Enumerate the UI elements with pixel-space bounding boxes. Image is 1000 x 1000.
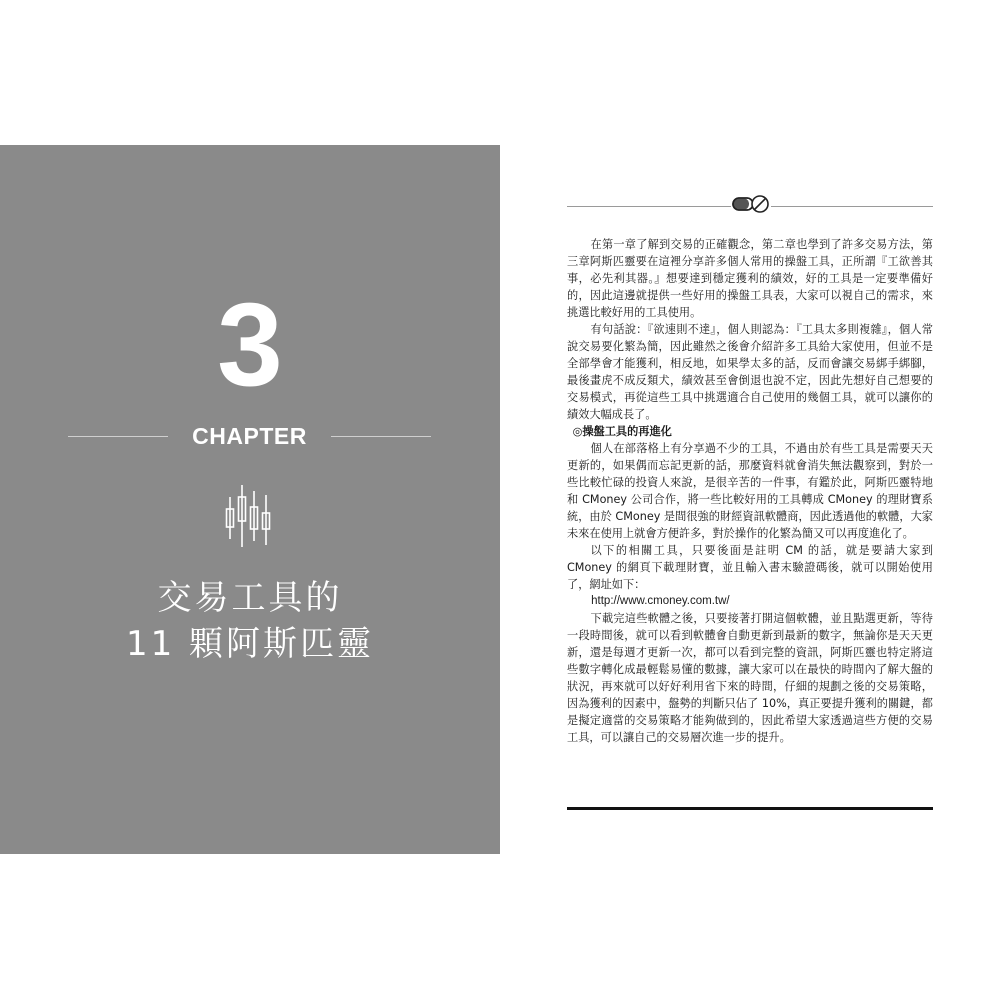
paragraph: 下載完這些軟體之後，只要接著打開這個軟體，並且點選更新，等待一段時間後，就可以看到軟體會自動更新到最新的數字，無論你是天天更新，還是每週才更新一次，都可以看到完整的資訊，阿斯匹靈也特定將這些數字轉化成最輕鬆易懂的數據，讓大家可以在最快的時間內了解大盤的狀況，再來就可以好好利用省下來的時間，仔細的規劃之後的交易策略，因為獲利的因素中，盤勢的判斷只佔了 10%，真正要提升獲利的關鍵，都是擬定適當的交易策略才能夠做到的，因此希望大家透過這些方便的交易工具，可以讓自己的交易層次進一步的提升。 bbox=[567, 612, 933, 744]
chapter-divider-right bbox=[331, 436, 431, 437]
candlestick-chart-icon bbox=[224, 483, 278, 549]
paragraph: 有句話說：『欲速則不達』，個人則認為：『工具太多則複雜』，個人常說交易要化繁為簡，因此雖然之後會介紹許多工具給大家使用，但並不是全部學會才能獲利，相反地，如果學太多的話，反而會讓交易綁手綁腳，最後畫虎不成反類犬，績效甚至會倒退也說不定，因此先想好自己想要的交易模式，再從這些工具中挑選適合自己使用的幾個工具，就可以讓你的績效大幅成長了。 bbox=[567, 323, 933, 421]
pill-capsule-icon bbox=[731, 193, 771, 215]
chapter-number: 3 bbox=[217, 279, 283, 411]
chapter-divider-left bbox=[68, 436, 168, 437]
chapter-title-line-2: 11 顆阿斯匹靈 bbox=[125, 624, 375, 664]
paragraph: 以下的相關工具，只要後面是註明 CM 的話，就是要請大家到 CMoney 的網頁下載理財寶，並且輸入書末驗證碼後，就可以開始使用了，網址如下： bbox=[567, 544, 933, 591]
website-url: http://www.cmoney.com.tw/ bbox=[591, 595, 730, 607]
footer-rule bbox=[567, 807, 933, 810]
paragraph: 個人在部落格上有分享過不少的工具，不過由於有些工具是需要天天更新的，如果偶而忘記更新的話，那麼資料就會消失無法觀察到，對於一些比較忙碌的投資人來說，是很辛苦的一件事，有鑑於此，阿斯匹靈特地和 CMoney 公司合作，將一些比較好用的工具轉成 CMoney 的理財寶系統，由於 CMoney 是間很強的財經資訊軟體商，因此透過他的軟體，大家未來在使用上就會方便許多，對於操作的化繁為簡又可以再度進化了。 bbox=[567, 442, 933, 540]
chapter-title-line-1: 交易工具的 bbox=[157, 578, 343, 618]
chapter-intro-text bbox=[567, 236, 933, 746]
chapter-label: CHAPTER bbox=[192, 423, 307, 449]
chapter-title bbox=[0, 575, 500, 667]
paragraph: 在第一章了解到交易的正確觀念，第二章也學到了許多交易方法，第三章阿斯匹靈要在這裡分享許多個人常用的操盤工具，正所謂『工欲善其事，必先利其器。』想要達到穩定獲利的績效，好的工具是一定要準備好的，因此這邊就提供一些好用的操盤工具表，大家可以視自己的需求，來挑選比較好用的工具使用。 bbox=[567, 238, 933, 319]
section-heading: ◎操盤工具的再進化 bbox=[572, 425, 672, 438]
